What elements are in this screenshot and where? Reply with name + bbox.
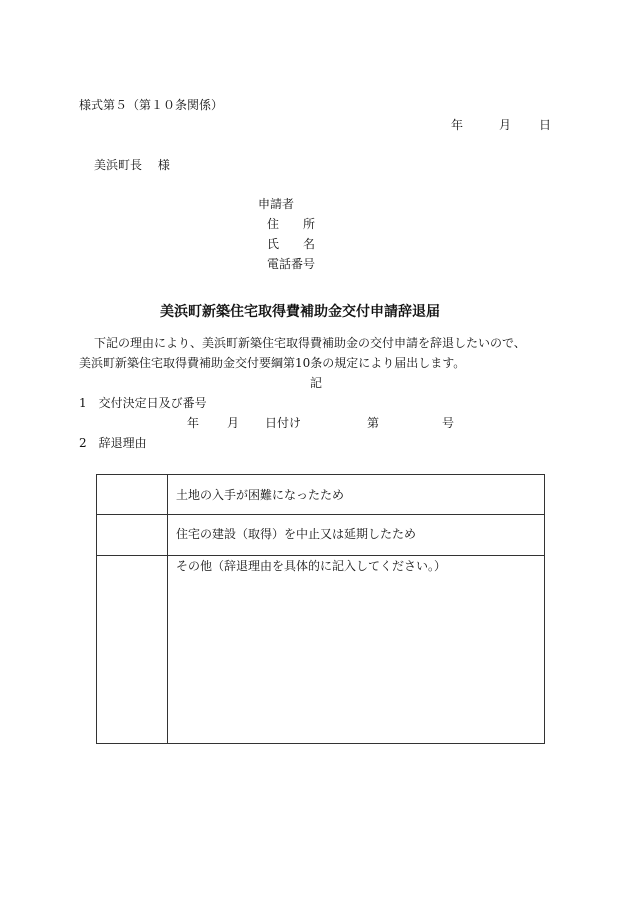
reason-row (97, 556, 545, 744)
section-1-go: 号 (442, 416, 455, 430)
document-title: 美浜町新築住宅取得費補助金交付申請辞退届 (160, 304, 440, 320)
reason-check-cell[interactable] (97, 475, 168, 515)
reason-table (96, 474, 545, 744)
reason-text-cell (168, 515, 545, 556)
date-year-label: 年 (451, 118, 464, 132)
section-1-dated: 日付け (265, 416, 302, 430)
reason-check-cell[interactable] (97, 556, 168, 744)
body-line-1: 下記の理由により、美浜町新築住宅取得費補助金の交付申請を辞退したいので、 (94, 336, 526, 350)
date-day-label: 日 (539, 118, 552, 132)
reason-text: 住宅の建設（取得）を中止又は延期したため (176, 527, 417, 541)
applicant-address-label: 住 所 (267, 217, 316, 231)
form-number: 様式第５（第１０条関係） (79, 98, 224, 112)
applicant-heading: 申請者 (258, 197, 295, 211)
reason-check-cell[interactable] (97, 515, 168, 556)
section-1-label: 1 交付決定日及び番号 (79, 396, 207, 410)
reason-other-cell[interactable] (168, 556, 545, 744)
reason-text-cell (168, 475, 545, 515)
applicant-phone-label: 電話番号 (267, 257, 316, 271)
date-month-label: 月 (499, 118, 512, 132)
section-1-year: 年 (187, 416, 200, 430)
reason-text: その他（辞退理由を具体的に記入してください。） (176, 559, 447, 573)
body-line-2: 美浜町新築住宅取得費補助金交付要綱第10条の規定により届出します。 (79, 356, 466, 370)
reason-row (97, 475, 545, 515)
section-1-month: 月 (227, 416, 240, 430)
section-1-dai: 第 (367, 416, 380, 430)
applicant-name-label: 氏 名 (267, 237, 316, 251)
ki-label: 記 (310, 376, 323, 390)
reason-row (97, 515, 545, 556)
section-2-label: 2 辞退理由 (79, 436, 147, 450)
reason-text: 土地の入手が困難になったため (176, 488, 345, 502)
addressee: 美浜町長 様 (94, 158, 170, 172)
